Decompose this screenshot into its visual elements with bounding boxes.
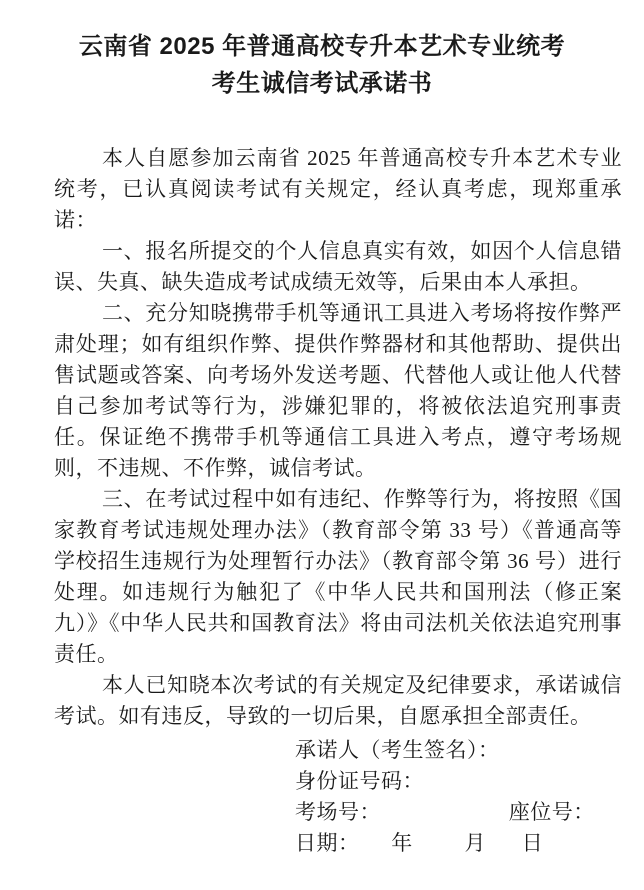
signer-line [295,735,622,766]
date-line [295,828,622,859]
signature-block [295,735,622,859]
day-label: 日 [521,831,544,855]
document-body [54,143,622,859]
paragraph-clause-2: 二、充分知晓携带手机等通讯工具进入考场将按作弊严肃处理；如有组织作弊、提供作弊器材和其他帮助、提供出售试题或答案、向考场外发送考题、代替他人或让他人代替自己参加考试等行为，涉嫌犯罪的，将被依法追究刑事责任。保证绝不携带手机等通信工具进入考点，遵守考场规则，不违规、不作弊，诚信考试。 [54,301,622,480]
id-number-label: 身份证号码： [295,769,424,793]
exam-room-label: 考场号： [295,800,381,824]
signer-label: 承诺人（考生签名）： [295,738,500,762]
document-title: 云南省 2025 年普通高校专升本艺术专业统考考生诚信考试承诺书 [78,33,566,97]
id-number-line [295,766,622,797]
paragraph-closing: 本人已知晓本次考试的有关规定及纪律要求，承诺诚信考试。如有违反，导致的一切后果，自愿承担全部责任。 [54,673,622,728]
year-label: 年 [391,831,413,855]
room-seat-line [295,797,622,828]
month-label: 月 [464,831,486,855]
paragraph-clause-3: 三、在考试过程中如有违纪、作弊等行为，将按照《国家教育考试违规处理办法》（教育部令第 33 号）《普通高等学校招生违规行为处理暂行办法》（教育部令第 36 号）进行处理。如违规行为触犯了《中华人民共和国刑法（修正案九）》《中华人民共和国教育法》将由司法机关依法追究刑事责任。 [54,487,622,666]
seat-label: 座位号： [508,800,595,824]
paragraph-clause-1: 一、报名所提交的个人信息真实有效，如因个人信息错误、失真、缺失造成考试成绩无效等，后果由本人承担。 [54,239,622,294]
paragraph-preamble: 本人自愿参加云南省 2025 年普通高校专升本艺术专业统考，已认真阅读考试有关规定，经认真考虑，现郑重承诺： [54,146,622,232]
date-label: 日期： [295,831,360,855]
